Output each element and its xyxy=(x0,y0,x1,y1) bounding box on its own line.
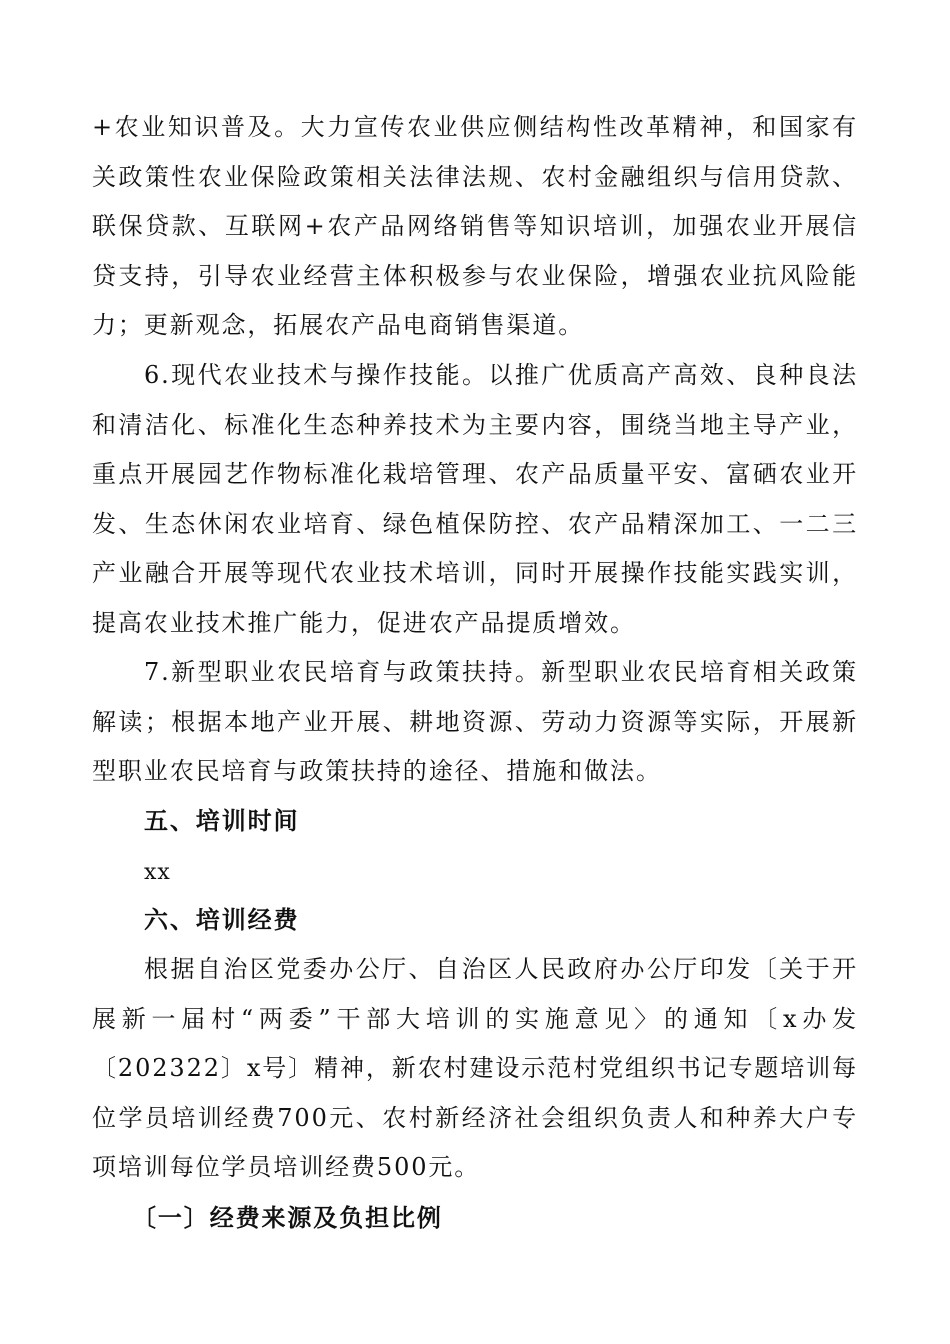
paragraph-agri-knowledge: +农业知识普及。大力宣传农业供应侧结构性改革精神，和国家有关政策性农业保险政策相关法律法规、农村金融组织与信用贷款、联保贷款、互联网+农产品网络销售等知识培训，加强农业开展信贷支持，引导农业经营主体积极参与农业保险，增强农业抗风险能力；更新观念，拓展农产品电商销售渠道。 xyxy=(92,113,858,339)
paragraph-new-farmers-policy: 7.新型职业农民培育与政策扶持。新型职业农民培育相关政策解读；根据本地产业开展、耕地资源、劳动力资源等实际，开展新型职业农民培育与政策扶持的途径、措施和做法。 xyxy=(92,658,858,785)
subsection-heading-funding-source: 〔一〕经费来源及负担比例 xyxy=(132,1204,443,1232)
paragraph-funding-details: 根据自治区党委办公厅、自治区人民政府办公厅印发〔关于开展新一届村“两委”干部大培训的实施意见〉的通知〔x办发〔202322〕x号〕精神，新农村建设示范村党组织书记专题培训每位学员培训经费700元、农村新经济社会组织负责人和种养大户专项培训每位学员培训经费500元。 xyxy=(92,955,858,1181)
section-heading-training-time: 五、培训时间 xyxy=(144,807,300,835)
training-time-value: xx xyxy=(144,860,171,885)
section-heading-training-funds: 六、培训经费 xyxy=(144,906,300,934)
paragraph-modern-agri-tech: 6.现代农业技术与操作技能。以推广优质高产高效、良种良法和清洁化、标准化生态种养技术为主要内容，围绕当地主导产业，重点开展园艺作物标准化栽培管理、农产品质量平安、富硒农业开发、生态休闲农业培育、绿色植保防控、农产品精深加工、一二三产业融合开展等现代农业技术培训，同时开展操作技能实践实训，提高农业技术推广能力，促进农产品提质增效。 xyxy=(92,361,858,637)
